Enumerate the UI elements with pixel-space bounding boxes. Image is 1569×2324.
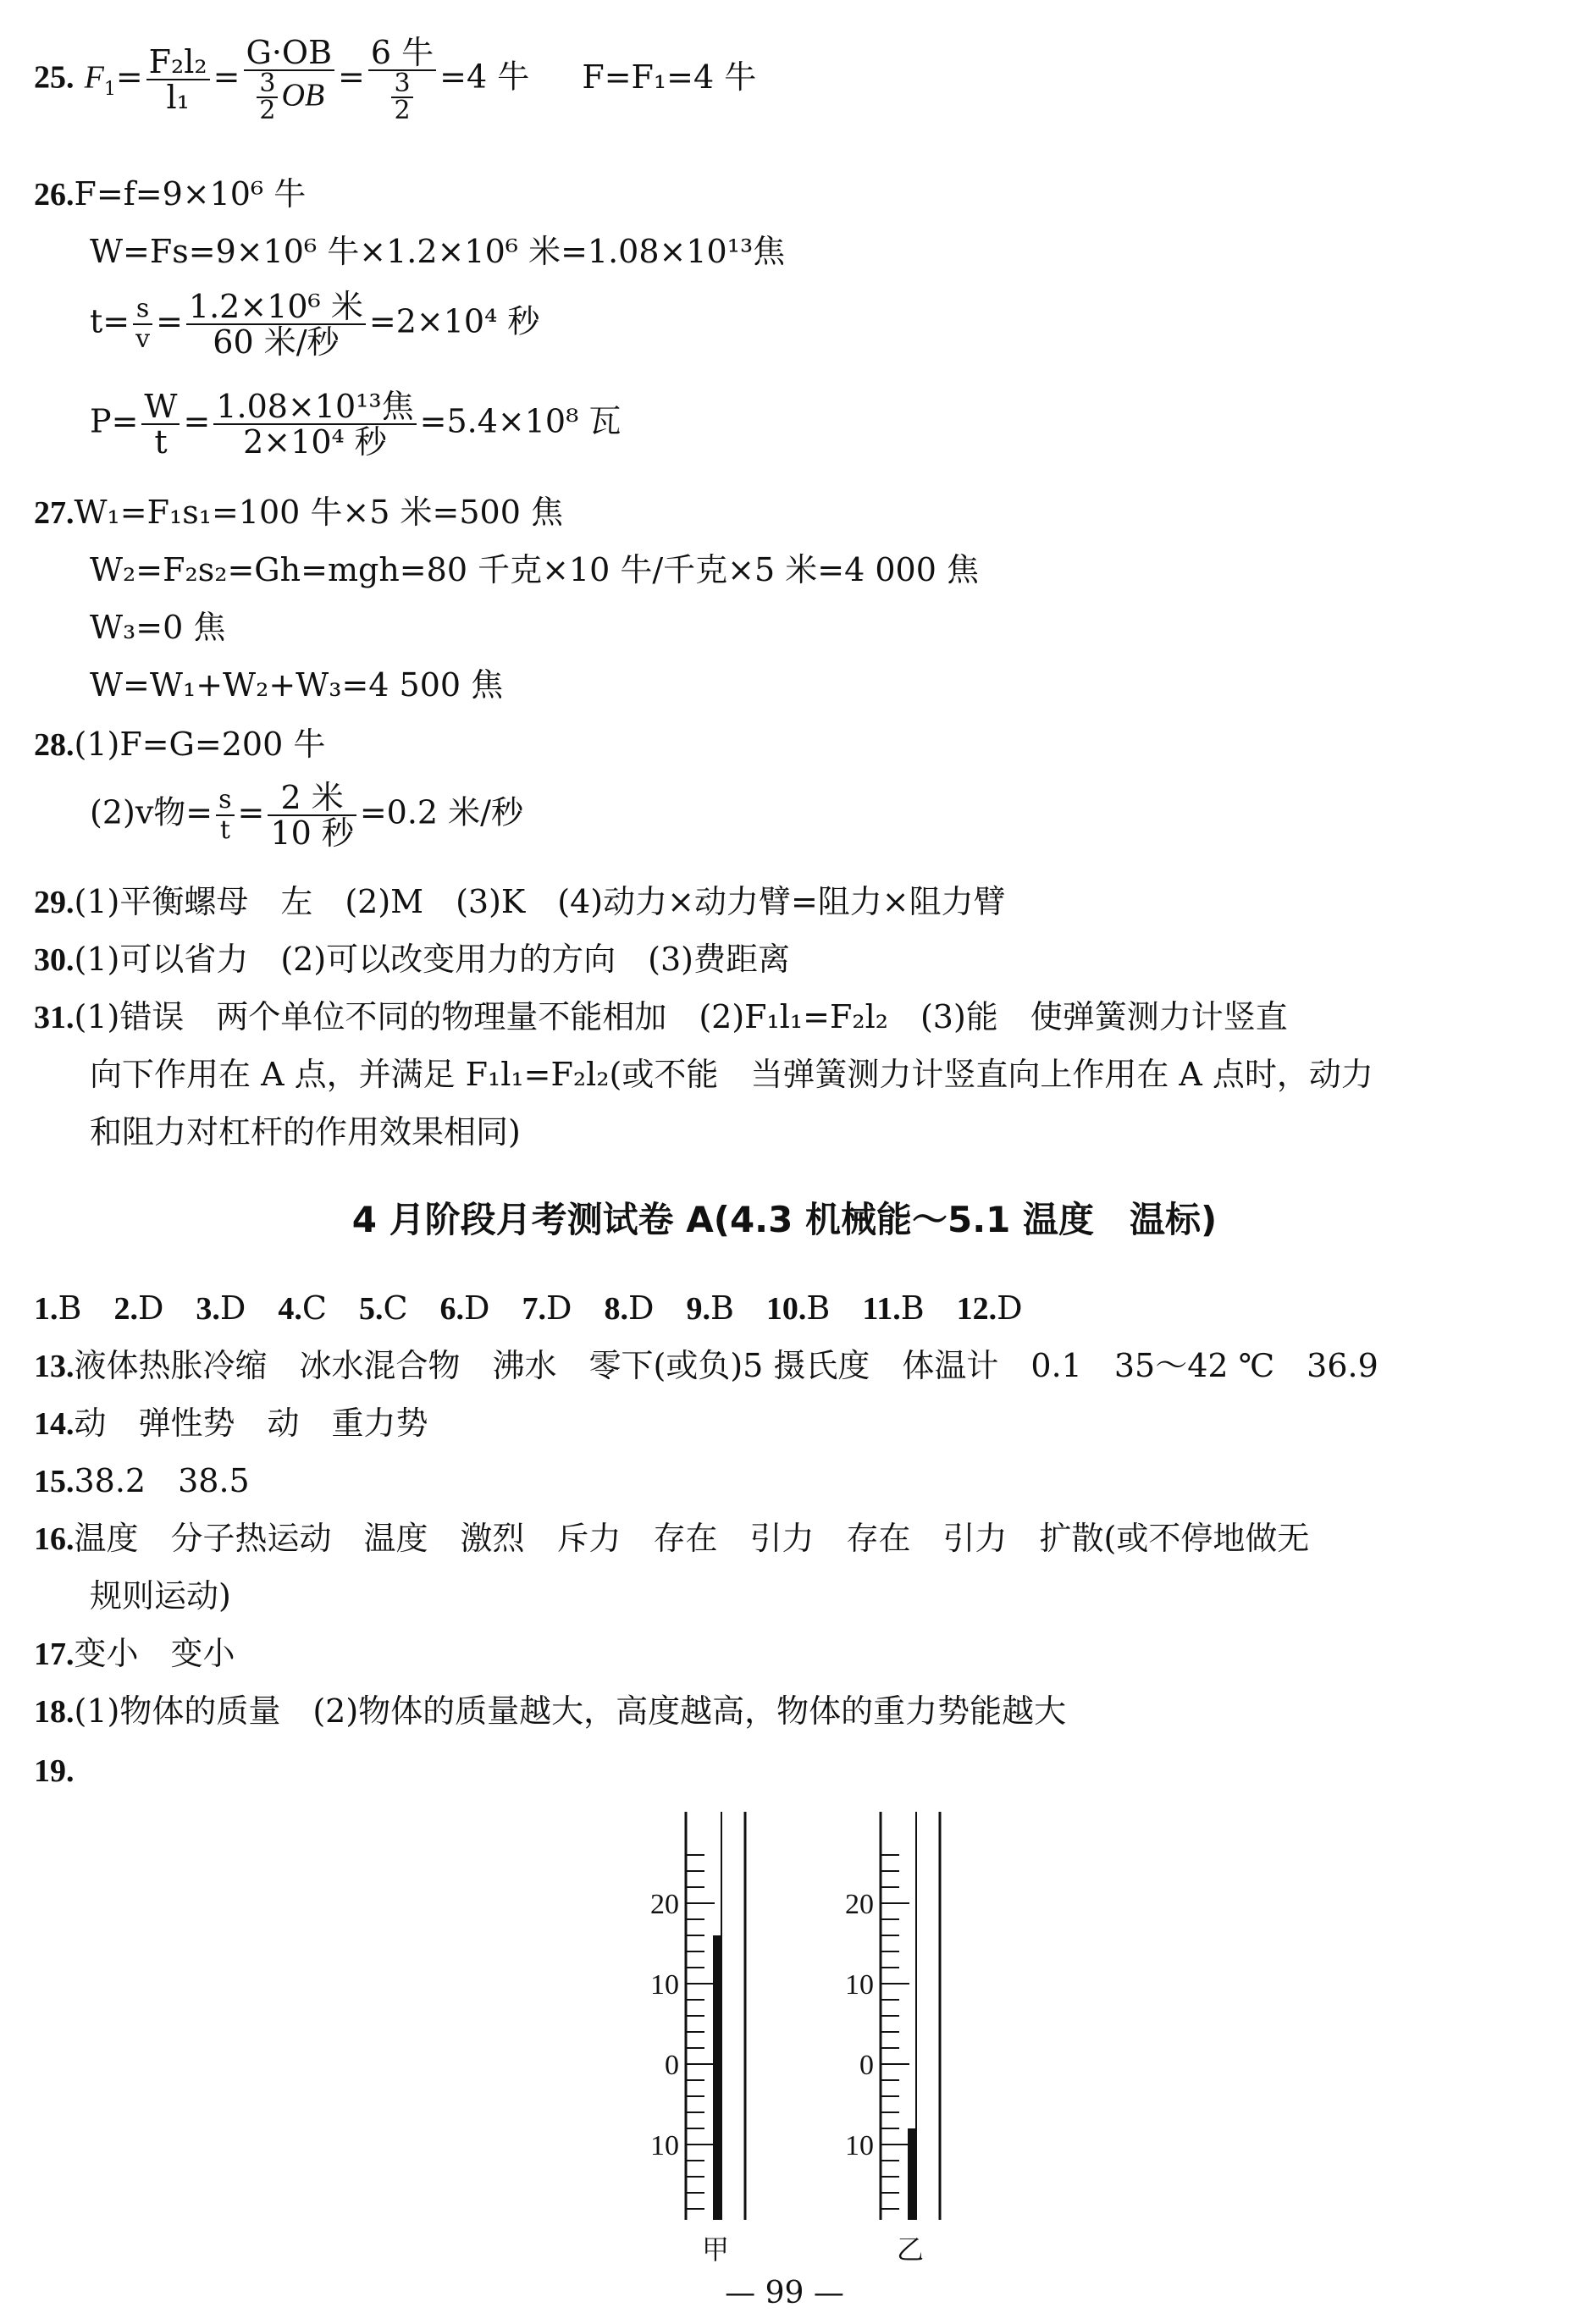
q18-number: 18. [34, 1694, 75, 1730]
q13-number: 13. [34, 1349, 75, 1384]
mc-answer-3 [196, 1289, 246, 1327]
q13: 13.液体热胀冷缩 冰水混合物 沸水 零下(或负)5 摄氏度 体温计 0.1 35～42 ℃ 36.9 [34, 1347, 1378, 1384]
q16-line-1: 16.温度 分子热运动 温度 激烈 斥力 存在 引力 存在 引力 扩散(或不停地做无 [34, 1520, 1310, 1557]
section-title: 4 月阶段月考测试卷 A(4.3 机械能～5.1 温度 温标) [351, 1199, 1218, 1240]
thermometer-1 [650, 1812, 745, 2265]
q29: 29.(1)平衡螺母 左 (2)M (3)K (4)动力×动力臂=阻力×阻力臂 [34, 883, 1006, 920]
mc-answer-9 [686, 1289, 733, 1327]
q25-fraction-2: G·OB $\frac{3}{2}$ OB [244, 36, 335, 124]
mc-number: 7. [522, 1291, 546, 1327]
q26-fraction-wt: $\frac{W}{t}$ [141, 389, 180, 459]
mc-answer-11 [862, 1289, 924, 1327]
mc-answer-12 [957, 1289, 1023, 1327]
mc-answer-4 [278, 1289, 327, 1327]
q28-number: 28. [34, 727, 75, 763]
mc-choice: D [997, 1289, 1023, 1327]
q16-number: 16. [34, 1521, 75, 1557]
mercury-column [908, 2128, 916, 2220]
mc-number: 4. [278, 1291, 302, 1327]
thermometer-2 [845, 1812, 940, 2265]
q26-line-2: W=Fs=9×10⁶ 牛×1.2×10⁶ 米=1.08×10¹³焦 [90, 233, 786, 270]
mc-choice: D [137, 1289, 164, 1327]
thermometer-figure [610, 1795, 965, 2269]
q27-line-2: W₂=F₂s₂=Gh=mgh=80 千克×10 牛/千克×5 米=4 000 焦 [90, 551, 979, 588]
mc-answer-10 [766, 1289, 830, 1327]
q19 [34, 1751, 75, 1791]
mc-choice: B [806, 1289, 831, 1327]
q26-fraction-time: $\frac{\text{1.2×10⁶ 米}}{\text{60 米/秒}}$ [186, 290, 366, 359]
q14: 14.动 弹性势 动 重力势 [34, 1405, 428, 1442]
mc-number: 10. [765, 1291, 807, 1327]
tick-label: 0 [665, 2050, 679, 2081]
q19-number: 19. [34, 1753, 75, 1789]
q25-number: 25. [34, 59, 75, 96]
q16-line-2: 规则运动) [90, 1577, 231, 1615]
mc-number: 8. [604, 1291, 628, 1327]
q27-line-4: W=W₁+W₂+W₃=4 500 焦 [90, 666, 504, 704]
tick-label: 10 [650, 1969, 679, 2001]
q25-fraction-1: $\frac{\text{F₂l₂}}{\text{l₁}}$ [146, 45, 210, 114]
thermometer-label: 乙 [896, 2234, 925, 2265]
mc-choice: D [464, 1289, 490, 1327]
q26-fraction-sv: $\frac{s}{v}$ [133, 295, 152, 354]
mc-number: 2. [113, 1291, 138, 1327]
mc-choice: C [301, 1289, 327, 1327]
tick-label: 10 [845, 2130, 874, 2161]
mc-number: 5. [358, 1291, 384, 1327]
q26-line-3: t= $\frac{s}{v}$ = $\frac{\text{1.2×10⁶ 米}}{\text{60 米/秒}}$ =2×10⁴ 秒 [90, 288, 540, 361]
mc-choice: D [546, 1289, 572, 1327]
q26-fraction-power: $\frac{\text{1.08×10¹³焦}}{\text{2×10⁴ 秒}}$ [213, 389, 416, 459]
q18: 18.(1)物体的质量 (2)物体的质量越大，高度越高，物体的重力势能越大 [34, 1692, 1067, 1730]
thermometer-label: 甲 [701, 2234, 730, 2265]
q27-number: 27. [34, 495, 75, 531]
mc-answer-8 [604, 1289, 654, 1327]
q27-line-1: 27.W₁=F₁s₁=100 牛×5 米=500 焦 [34, 494, 563, 531]
mc-choice: D [219, 1289, 246, 1327]
mc-answer-5 [359, 1289, 408, 1327]
mc-number: 6. [439, 1291, 465, 1327]
q17: 17.变小 变小 [34, 1635, 235, 1672]
q25: 25. $F_1=$ $\frac{\text{F₂l₂}}{\text{l₁}}$ = G·OB $\frac{3}{2}$ OB = $\frac{\text{6 牛}}{\frac{3}{2}}$ =4 牛 F=F₁=4 牛 [34, 34, 757, 125]
q26-number: 26. [34, 177, 75, 213]
mc-choice: B [58, 1289, 82, 1327]
q29-number: 29. [34, 885, 75, 920]
mc-number: 9. [686, 1291, 710, 1327]
tick-label: 20 [650, 1889, 679, 1920]
multiple-choice-answers [34, 1289, 1055, 1328]
q15: 15.38.2 38.5 [34, 1462, 250, 1499]
q31-number: 31. [34, 1000, 75, 1035]
tick-label: 20 [845, 1889, 874, 1920]
q28-fraction-st: $\frac{s}{t}$ [216, 786, 234, 845]
mc-answer-2 [113, 1289, 163, 1327]
mc-number: 3. [196, 1291, 220, 1327]
mc-number: 11. [862, 1291, 901, 1327]
q27-line-3: W₃=0 焦 [90, 609, 226, 646]
q25-f1: F [84, 59, 104, 96]
mc-choice: C [383, 1289, 408, 1327]
mc-number: 1. [34, 1291, 58, 1327]
q25-tail: F=F₁=4 牛 [582, 58, 757, 96]
mc-choice: B [900, 1289, 925, 1327]
mc-choice: B [710, 1289, 734, 1327]
tick-label: 0 [859, 2050, 874, 2081]
q30: 30.(1)可以省力 (2)可以改变用力的方向 (3)费距离 [34, 941, 790, 978]
q31-line-1: 31.(1)错误 两个单位不同的物理量不能相加 (2)F₁l₁=F₂l₂ (3)能 使弹簧测力计竖直 [34, 998, 1288, 1035]
mc-number: 12. [956, 1291, 997, 1327]
q31-line-3: 和阻力对杠杆的作用效果相同) [90, 1113, 521, 1151]
tick-label: 10 [650, 2130, 679, 2161]
q14-number: 14. [34, 1406, 75, 1442]
q30-number: 30. [34, 942, 75, 978]
mercury-column [713, 1935, 721, 2220]
q26-line-1: 26.F=f=9×10⁶ 牛 [34, 175, 307, 213]
q17-number: 17. [34, 1637, 75, 1672]
q25-fraction-3: $\frac{\text{6 牛}}{\frac{3}{2}}$ [368, 36, 436, 124]
mc-answer-1 [34, 1289, 81, 1327]
mc-answer-6 [440, 1289, 490, 1327]
q25-result: =4 牛 [439, 58, 530, 96]
q28-line-1: 28.(1)F=G=200 牛 [34, 726, 326, 763]
q28-fraction-speed: $\frac{\text{2 米}}{\text{10 秒}}$ [268, 781, 356, 850]
q26-line-4: P= $\frac{W}{t}$ = $\frac{\text{1.08×10¹³焦}}{\text{2×10⁴ 秒}}$ =5.4×10⁸ 瓦 [90, 388, 622, 461]
q15-number: 15. [34, 1464, 75, 1499]
mc-choice: D [627, 1289, 655, 1327]
tick-label: 10 [845, 1969, 874, 2001]
q31-line-2: 向下作用在 A 点，并满足 F₁l₁=F₂l₂(或不能 当弹簧测力计竖直向上作用在 A 点时，动力 [90, 1056, 1373, 1093]
page-number: — 99 — [725, 2276, 844, 2310]
mc-answer-7 [522, 1289, 572, 1327]
q28-line-2: (2)v物= $\frac{s}{t}$ = $\frac{\text{2 米}}{\text{10 秒}}$ =0.2 米/秒 [90, 779, 523, 852]
